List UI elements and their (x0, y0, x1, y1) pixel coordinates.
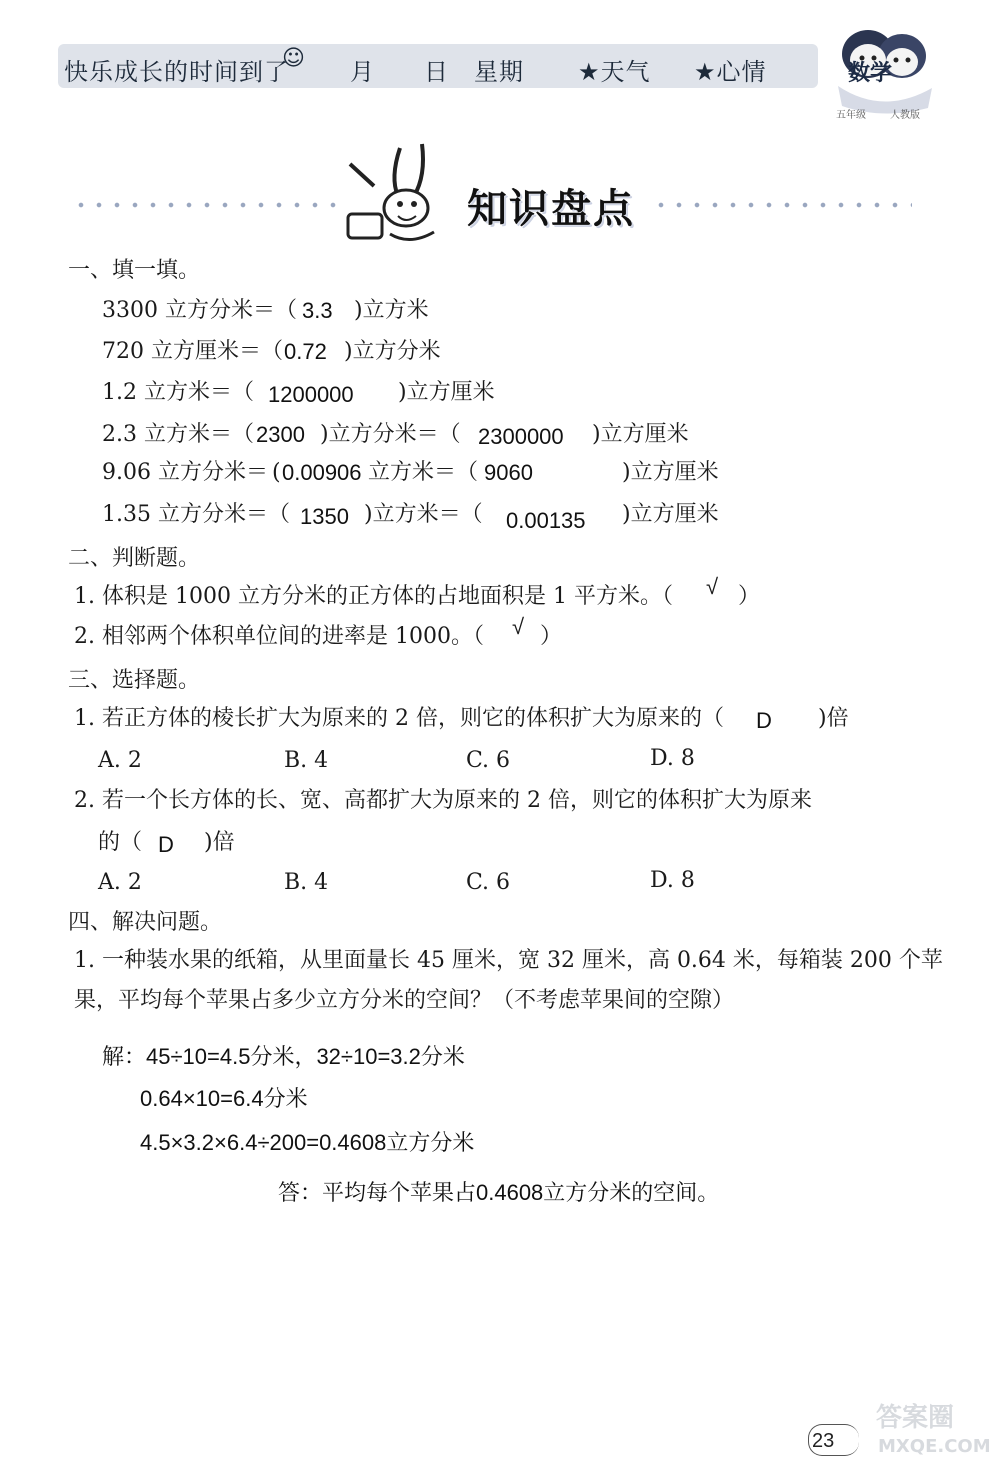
page-number: 23 (812, 1430, 835, 1452)
part3-q1-option-b: B. 4 (284, 748, 329, 773)
part1-line5-question: 9.06 立方分米＝ (102, 460, 268, 485)
part1-line3-answer: 1200000 (268, 382, 354, 407)
svg-text:答案圈MXQE.COM: 答案圈 MXQE.COM (876, 1403, 991, 1457)
part3-q1-option-c: C. 6 (466, 748, 511, 773)
part1-line6-middle: )立方米＝（ (364, 502, 483, 527)
part2-item1: 1. 体积是 1000 立方分米的正方体的占地面积是 1 平方米。（ (74, 584, 673, 609)
part1-line3-unit: )立方厘米 (398, 380, 495, 405)
part1-line4-middle: )立方分米＝（ (320, 422, 461, 447)
logo-grade: 五年级 (836, 110, 866, 121)
part1-line4-answer1: 2300 (256, 422, 305, 447)
part2-item1-checkmark: √ (706, 574, 719, 599)
part3-q1-option-d: D. 8 (650, 746, 695, 771)
part3-heading: 三、选择题。 (68, 668, 201, 693)
part1-line1-question: 3300 立方分米＝（ (102, 298, 297, 323)
part3-q2-option-c: C. 6 (466, 870, 511, 895)
part3-q2-option-d: D. 8 (650, 868, 695, 893)
part1-line1-unit: )立方米 (354, 298, 429, 323)
part1-line6-answer1: 1350 (300, 504, 349, 529)
smiley-icon: ☺ (282, 46, 306, 71)
part2-heading: 二、判断题。 (68, 546, 201, 571)
part4-solution-line1: 解：45÷10=4.5分米，32÷10=3.2分米 (102, 1044, 465, 1069)
header-weekday: 星期 (474, 58, 524, 86)
header-day: 日 (424, 58, 449, 86)
part1-line2-question: 720 立方厘米＝（ (102, 339, 283, 364)
part1-line1-answer: 3.3 (302, 298, 333, 323)
part4-answer: 答：平均每个苹果占0.4608立方分米的空间。 (278, 1180, 720, 1205)
part1-line4-answer2: 2300000 (478, 424, 564, 449)
part1-line5-middle: 立方米＝（ (368, 460, 479, 485)
part3-q1: 1. 若正方体的棱长扩大为原来的 2 倍，则它的体积扩大为原来的（ (74, 706, 724, 731)
part3-q1-option-a: A. 2 (98, 748, 142, 773)
part1-line5-unit: )立方厘米 (622, 460, 719, 485)
header-mood: ★心情 (694, 58, 767, 86)
header-slogan: 快乐成长的时间到了 (64, 58, 289, 86)
part1-line5-answer2: 9060 (484, 460, 533, 485)
part4-heading: 四、解决问题。 (68, 910, 223, 935)
part1-line3-question: 1.2 立方米＝（ (102, 380, 254, 405)
rabbit-mascot-icon (330, 138, 460, 248)
part3-q2: 2. 若一个长方体的长、宽、高都扩大为原来的 2 倍，则它的体积扩大为原来 (74, 788, 812, 813)
part1-line4-unit: )立方厘米 (592, 422, 689, 447)
part2-item2: 2. 相邻两个体积单位间的进率是 1000。（ (74, 624, 484, 649)
part1-line4-question: 2.3 立方米＝（ (102, 422, 254, 447)
part1-line2-answer: 0.72 (284, 339, 327, 364)
part2-item2-checkmark: √ (512, 614, 525, 639)
dotted-divider-left (72, 200, 342, 210)
part4-problem-line1: 1. 一种装水果的纸箱，从里面量长 45 厘米，宽 32 厘米，高 0.64 米，每箱装 200 个苹 (74, 948, 943, 973)
logo-edition: 人教版 (890, 110, 920, 121)
part1-line2-unit: )立方分米 (344, 339, 441, 364)
part3-q1-answer: D (756, 708, 772, 733)
part3-q2-answer: D (158, 832, 174, 857)
section-title: 知识盘点 (467, 185, 635, 232)
part3-q2-option-a: A. 2 (98, 870, 142, 895)
part4-solution-line2: 0.64×10=6.4分米 (140, 1086, 308, 1111)
part3-q2-option-b: B. 4 (284, 870, 329, 895)
part1-line6-unit: )立方厘米 (622, 502, 719, 527)
logo-title: 数学 (848, 61, 893, 86)
header-weather: ★天气 (578, 58, 651, 86)
part1-line6-answer2: 0.00135 (506, 508, 586, 533)
dotted-divider-right (652, 200, 912, 210)
part1-heading: 一、填一填。 (68, 258, 201, 283)
part4-solution-line3: 4.5×3.2×6.4÷200=0.4608立方分米 (140, 1130, 475, 1155)
header-month: 月 (350, 58, 375, 86)
workbook-page: 快乐成长的时间到了 ☺ 月 日 星期 ★天气 ★心情 数学 五年级 人教版 知识盘点 一、填一填。 3300 立方分米＝（ 3.3 )立方米 720 立方厘米＝（ 0.72 )立方分米 1.2 立方米＝（ 1200000 )立方厘米 2.3 立方米＝（ 2300 )立方分米＝（ 2300000 )立方厘米 9.06 立方分米＝ ( 0.00906 立方米＝（ 9060 )立方厘米 1.35 立方分米＝（ 1350 )立方米＝（ 0.00135 )立方厘米 二、判断题。 1. 体积是 1000 立方分米的正方体的占地面积是 1 平方米。（ √ ） 2. 相邻两个体积单位间的进率是 1000。（ √ ） 三、选择题。 1. 若正方体的棱长扩大为原来的 2 倍，则它的体积扩大为原来的（ D )倍 A. 2 B. 4 C. 6 D. 8 2. 若一个长方体的长、宽、高都扩大为原来的 2 倍，则它的体积扩大为原来 的（ D )倍 A. 2 B. 4 C. 6 D. 8 四、解决问题。 1. 一种装水果的纸箱，从里面量长 45 厘米，宽 32 厘米，高 0.64 米，每箱装 200 个苹 果，平均每个苹果占多少立方分米的空间？（不考虑苹果间的空隙） 解：45÷10=4.5分米，32÷10=3.2分米 0.64×10=6.4分米 4.5×3.2×6.4÷200=0.4608立方分米 答：平均每个苹果占0.4608立方分米的空间。 23 答案圈 MXQE.COM (0, 0, 1000, 1460)
part1-line6-question: 1.35 立方分米＝（ (102, 502, 290, 527)
watermark-logo-icon (870, 1398, 998, 1458)
part1-line5-answer1: 0.00906 (282, 460, 362, 485)
part4-problem-line2: 果，平均每个苹果占多少立方分米的空间？（不考虑苹果间的空隙） (74, 988, 735, 1013)
